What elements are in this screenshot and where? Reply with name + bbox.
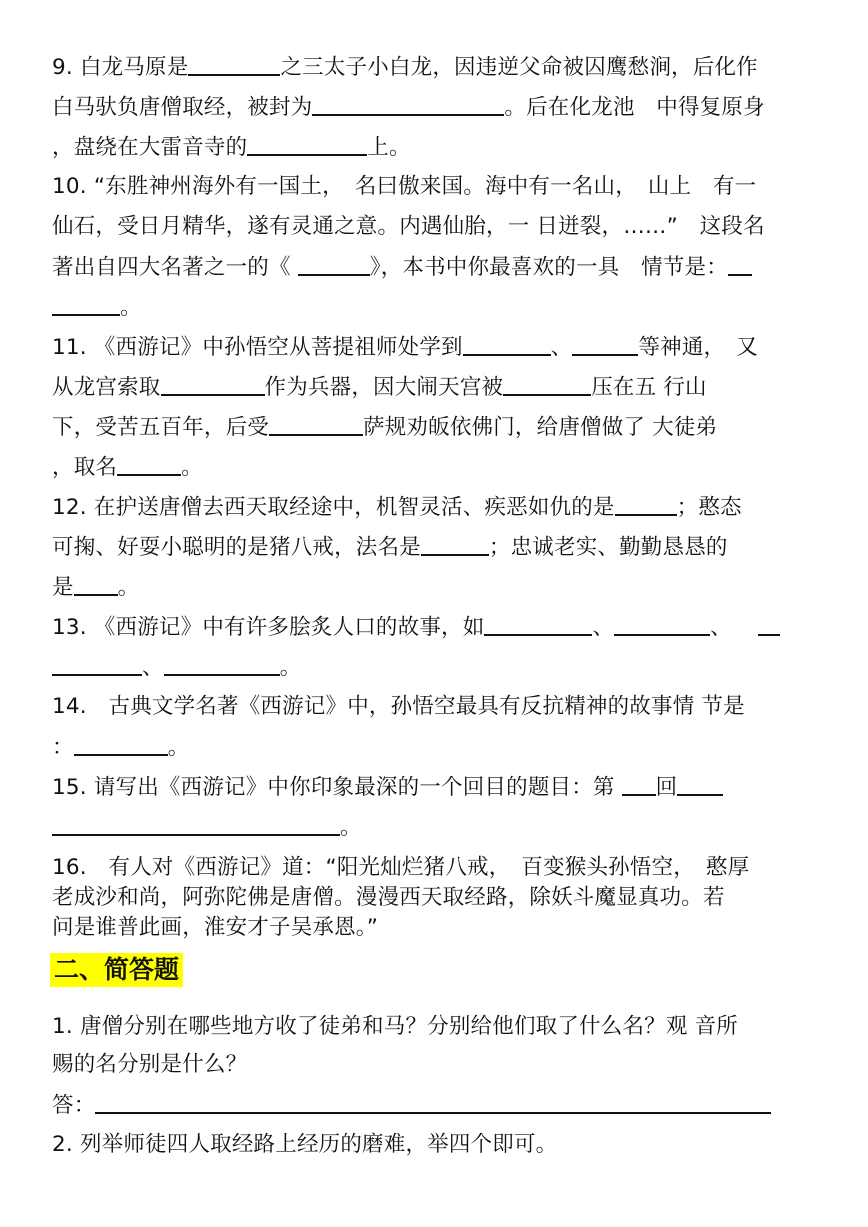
q10-text: 。	[120, 295, 142, 320]
q9-text: 。后在化龙池 中得复原身	[504, 95, 765, 120]
q10-line-4	[52, 292, 838, 322]
q10-text: 著出自四大名著之一的《	[52, 255, 298, 280]
q13-text: 13. 《西游记》中有许多脍炙人口的故事，如	[52, 615, 485, 640]
q11-text: 11. 《西游记》中孙悟空从菩提祖师处学到	[52, 335, 463, 360]
s1-answer-blank[interactable]	[95, 1090, 771, 1114]
q14-blank-1[interactable]	[74, 732, 168, 756]
q11-text: 等神通， 又	[638, 335, 758, 360]
q12-text: 。	[117, 575, 140, 600]
q10-blank-2-cont[interactable]	[52, 292, 120, 316]
q13-text: 、	[142, 655, 164, 680]
q9-text: 9. 白龙马原是	[52, 55, 189, 80]
q11-blank-1[interactable]	[463, 332, 551, 356]
q13-blank-3-cont[interactable]	[52, 652, 142, 676]
q12-text: 12. 在护送唐僧去西天取经途中，机智灵活、疾恶如仇的是	[52, 495, 615, 520]
q15-line-2	[52, 812, 838, 842]
q11-text: 作为兵器，因大闹天宫被	[264, 375, 504, 400]
q9-blank-1[interactable]	[188, 52, 280, 76]
q11-text: 下，受苦五百年，后受	[52, 415, 270, 440]
q13-blank-3[interactable]	[758, 612, 780, 636]
q16-text: 老成沙和尚，阿弥陀佛是唐僧。漫漫西天取经路，除妖斗魔显真功。若	[52, 885, 725, 910]
q13-line-1	[52, 612, 838, 642]
q15-text: 回	[655, 775, 678, 800]
q10-text: 》，本书中你最喜欢的一具 情节是：	[369, 255, 728, 280]
q10-blank-2[interactable]	[728, 252, 752, 276]
q15-blank-2[interactable]	[677, 772, 723, 796]
q16-line-3	[52, 913, 838, 943]
q9-line-2	[52, 92, 838, 122]
q15-blank-2-cont[interactable]	[52, 812, 340, 836]
q15-line-1	[52, 772, 838, 802]
s2-text: 2. 列举师徒四人取经路上经历的磨难，举四个即可。	[52, 1132, 558, 1157]
q12-line-2	[52, 532, 838, 562]
s1-text: 赐的名分别是什么？	[52, 1052, 248, 1077]
q15-text: 。	[340, 815, 362, 840]
q13-text: 。	[279, 655, 302, 680]
q12-blank-2[interactable]	[421, 532, 489, 556]
q11-blank-5[interactable]	[269, 412, 363, 436]
q12-line-3	[52, 572, 838, 602]
q13-blank-2[interactable]	[614, 612, 710, 636]
section-title: 二、简答题	[50, 953, 183, 987]
q9-line-1	[52, 52, 838, 82]
q12-text: 是	[52, 575, 74, 600]
q11-text: 萨规劝皈依佛门，给唐僧做了 大徒弟	[363, 415, 718, 440]
q11-text: ，取名	[52, 455, 118, 480]
q11-blank-4[interactable]	[503, 372, 591, 396]
q15-text: 15. 请写出《西游记》中你印象最深的一个回目的题目：第	[52, 775, 622, 800]
q14-text: ：	[52, 735, 74, 760]
q10-line-1	[52, 172, 838, 202]
q12-text: ；憨态	[676, 495, 742, 520]
q12-text: 可掬、好耍小聪明的是猪八戒，法名是	[52, 535, 421, 560]
q16-text: 问是谁普此画，淮安才子吴承恩。”	[52, 915, 379, 940]
q11-text: 。	[181, 455, 203, 480]
q11-line-3	[52, 412, 838, 442]
q9-text: 白马驮负唐僧取经，被封为	[52, 95, 313, 120]
q9-text: ，盘绕在大雷音寺的	[52, 135, 248, 160]
q13-line-2	[52, 652, 838, 682]
q9-line-3	[52, 132, 838, 162]
q12-text: ；忠诚老实、勤勤恳恳的	[488, 535, 728, 560]
s2-line-1	[52, 1130, 838, 1160]
q12-blank-3[interactable]	[74, 572, 118, 596]
s1-line-1	[52, 1012, 838, 1042]
q12-line-1	[52, 492, 838, 522]
q11-blank-6[interactable]	[117, 452, 181, 476]
q16-line-1	[52, 853, 838, 883]
q14-text: 。	[167, 735, 190, 760]
q13-text: 、	[710, 615, 732, 640]
q10-text: 10. “东胜神州海外有一国土， 名曰傲来国。海中有一名山， 山上 有一	[52, 174, 757, 199]
q16-text: 16. 有人对《西游记》道：“阳光灿烂猪八戒， 百变猴头孙悟空， 憨厚	[52, 855, 750, 880]
q14-line-1	[52, 692, 838, 722]
q9-text: 之三太子小白龙，因违逆父命被囚鹰愁涧，后化作	[280, 55, 758, 80]
q10-text: 仙石，受日月精华，遂有灵通之意。内遇仙胎，一 日迸裂，……” 这段名	[52, 214, 765, 239]
q11-text: 压在五 行山	[591, 375, 707, 400]
q14-line-2	[52, 732, 838, 762]
q9-blank-2[interactable]	[312, 92, 504, 116]
q10-line-3	[52, 252, 838, 282]
q9-text: 上。	[367, 135, 411, 160]
q11-line-2	[52, 372, 838, 402]
s1-answer-line	[52, 1090, 838, 1120]
q15-blank-1[interactable]	[622, 772, 656, 796]
answer-label: 答：	[52, 1093, 96, 1118]
q12-blank-1[interactable]	[615, 492, 677, 516]
q9-blank-3[interactable]	[247, 132, 367, 156]
q10-blank-1[interactable]	[298, 252, 370, 276]
q13-blank-1[interactable]	[484, 612, 592, 636]
q13-blank-4[interactable]	[164, 652, 280, 676]
q11-blank-3[interactable]	[161, 372, 265, 396]
q11-blank-2[interactable]	[572, 332, 638, 356]
q11-text: 、	[550, 335, 573, 360]
s1-line-2	[52, 1050, 838, 1080]
q11-line-4	[52, 452, 838, 482]
q11-line-1	[52, 332, 838, 362]
s1-text: 1. 唐僧分别在哪些地方收了徒弟和马？分别给他们取了什么名？观 音所	[52, 1014, 738, 1039]
q16-line-2	[52, 883, 838, 913]
q14-text: 14. 古典文学名著《西游记》中，孙悟空最具有反抗精神的故事情 节是	[52, 694, 745, 719]
q10-line-2	[52, 212, 838, 242]
q11-text: 从龙宫索取	[52, 375, 161, 400]
q13-text: 、	[592, 615, 615, 640]
